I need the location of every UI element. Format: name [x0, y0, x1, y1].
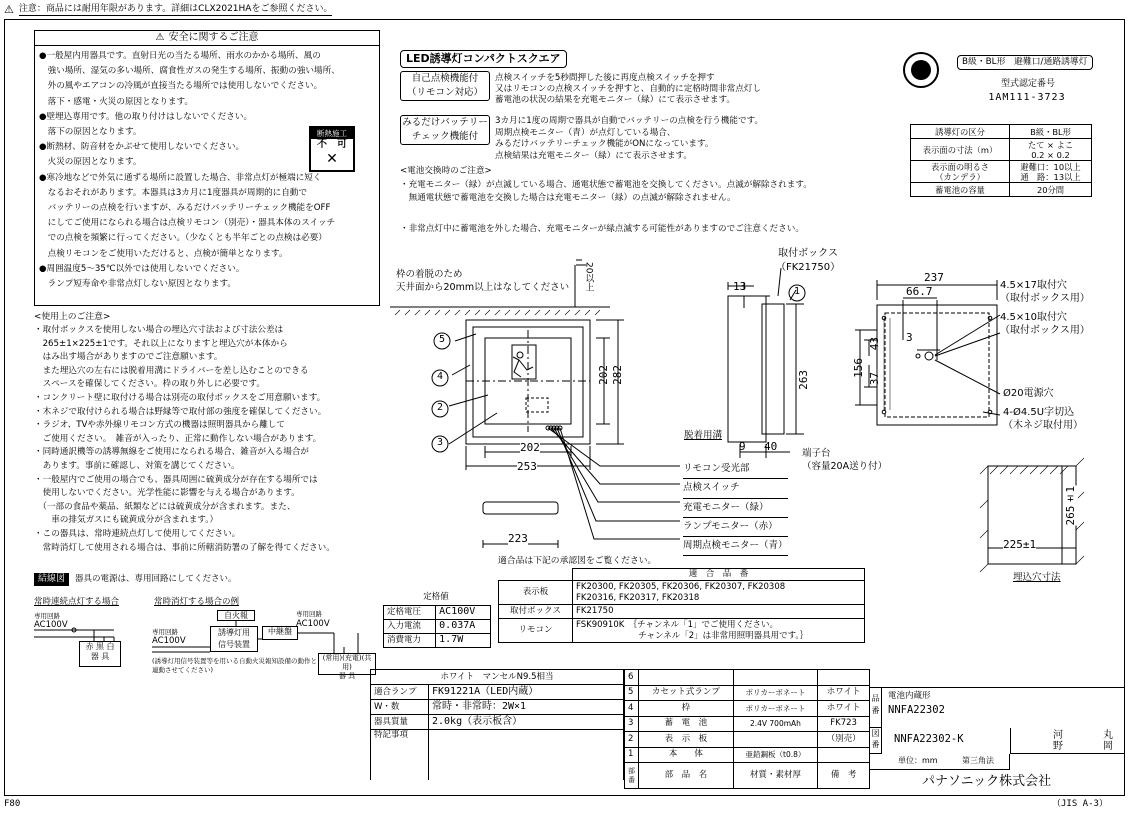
mounting-box-label: 取付ボックス （FK21750） — [776, 248, 841, 273]
table-row — [625, 716, 870, 732]
callout-2: 2 — [437, 402, 444, 413]
table-row — [384, 606, 491, 620]
table-row — [499, 581, 865, 605]
fixture-box: 赤 黒 白 器 具 — [79, 641, 121, 667]
dim-h263: 263 — [797, 370, 810, 390]
list-item: ・コンクリート壁に取付ける場合は別売の取付ボックスをご用意願います。 — [34, 392, 326, 403]
table-cell: （別売） — [818, 732, 870, 748]
table-cell: たて × よこ 0.2 × 0.2 — [1010, 139, 1092, 161]
table-cell: 特記事項 — [371, 730, 429, 780]
battery-change-text: ・充電モニター（緑）が点滅している場合、通電状態で蓄電池を交換してください。点滅が解除されます。 無通電状態で蓄電池を交換した場合は充電モニター（緑）の点滅が解除されません。 — [400, 180, 812, 203]
table-cell — [733, 670, 818, 686]
list-item: ●周囲温度5～35℃以外では使用しないでください。 — [39, 263, 245, 274]
table-cell: ホワイト — [818, 685, 870, 701]
table-header-cell: 部番 — [625, 763, 639, 789]
table-row — [625, 685, 870, 701]
list-item: 265±1×225±1です。それ以上になりますと埋込穴が本体から — [34, 338, 288, 349]
table-cell: 消費電力 — [384, 634, 436, 648]
list-item: ●壁埋込専用です。他の取り付けはしないでください。 — [39, 111, 253, 122]
list-item: また埋込穴の左右には脱着用溝にドライバーを差し込むことのできる — [34, 365, 309, 376]
table-cell: 3 — [625, 716, 639, 732]
emergency-note: ・非常点灯中に蓄電池を外した場合、充電モニターが緑点滅する可能性がありますのでご注意ください。 — [400, 224, 804, 234]
table-cell: 2.0kg（表示板含） — [429, 715, 624, 730]
table-header — [499, 569, 865, 581]
table-cell: 蓄電池の容量 — [911, 183, 1010, 197]
list-item: 強い場所、湿気の多い場所、腐食性ガスの発生する場所、振動の強い場所、 — [39, 66, 340, 77]
table-header-cell: 適 合 品 番 — [573, 569, 865, 581]
dim-d9: 9 — [739, 440, 746, 453]
table-cell: 1.7W — [436, 634, 491, 648]
spec-table — [370, 669, 624, 780]
callout-list: リモコン受光部 点検スイッチ 充電モニター（緑） ランプモニター（赤） 周期点検モニター（青） — [683, 460, 788, 556]
fire-alarm-box: 自火報 — [217, 610, 255, 621]
table-cell: 2.4V 700mAh — [733, 716, 818, 732]
table-header — [625, 763, 870, 789]
table-cell: FK21750 — [573, 605, 865, 619]
approval-number: 1AM111-3723 — [988, 92, 1066, 103]
table-row — [499, 619, 865, 643]
table-row — [371, 685, 624, 700]
table-cell: ポリカーボネート — [733, 701, 818, 717]
relay-panel-box: 中継盤 — [262, 626, 298, 640]
table-cell: 1 — [625, 747, 639, 763]
table-cell: B級・BL形 — [1010, 125, 1092, 139]
list-item: 外の風やエアコンの冷風が直接当たる場所では使用しないでください。 — [39, 81, 323, 92]
table-cell: ホワイト — [818, 701, 870, 717]
fixture-box-2: (常用)(充電)(共用) 器 具 — [318, 653, 376, 675]
dim-w202: 202 — [520, 441, 540, 454]
list-item: ・同時通訳機等の誘導無線をご使用になられる場合、雑音が入る場合が — [34, 447, 310, 458]
dim-w253: 253 — [517, 460, 537, 473]
list-item: 使用しないでください。光学性能に影響を与える場合があります。 — [34, 488, 300, 499]
drawing-number: NNFA22302-K — [894, 733, 964, 745]
usage-title: <使用上のご注意> — [34, 312, 111, 322]
dim-w225: 225±1 — [1003, 538, 1037, 551]
list-item: あります。事前に確認し、対策を講じてください。 — [34, 460, 240, 471]
dim-h202: 202 — [597, 365, 610, 385]
dim-h37: 37 — [868, 372, 881, 386]
cross-icon: ✕ — [326, 151, 338, 167]
list-item: ●寒冷地などで外気に通ずる場所に設置した場合、非常点灯が極端に短く — [39, 172, 322, 183]
table-cell: FK91221A（LED内蔵） — [429, 685, 624, 700]
table-cell: 表示面の明るさ （カンデラ） — [911, 161, 1010, 183]
list-item: 落下・感電・火災の原因となります。 — [39, 96, 194, 107]
dim-w237: 237 — [924, 271, 944, 284]
table-header-cell: 材質・素材厚 — [733, 763, 818, 789]
list-item: ・木ネジで取付けられる場合は野縁等で取付部の強度を確保してください。 — [34, 406, 327, 417]
callout-4: 4 — [437, 371, 444, 382]
table-cell: 枠 — [639, 701, 734, 717]
table-row — [371, 700, 624, 715]
frame-note: 枠の着脱のため 天井面から20mm以上はなしてください — [396, 269, 570, 293]
callout-1: 1 — [794, 286, 801, 297]
embed-hole-label: 埋込穴寸法 — [1013, 572, 1061, 583]
table-cell: W・数 — [371, 700, 429, 715]
table-cell: FK20300, FK20305, FK20306, FK20307, FK20308 FK20316, FK20317, FK20318 — [573, 581, 865, 605]
list-item: ●一般屋内用器具です。直射日光の当たる場所、雨水のかかる場所、風の — [39, 51, 321, 61]
warning-icon: ⚠ — [4, 3, 14, 16]
table-cell: 適合ランプ — [371, 685, 429, 700]
approval-label: 型式認定番号 — [1000, 79, 1055, 89]
unit-label: 単位：mm — [898, 756, 938, 765]
dim-h43: 43 — [868, 337, 881, 351]
list-item: ・この器具は、常時連続点灯して使用してください。 — [34, 528, 241, 539]
signal-device-box: 誘導灯用 信号装置 — [210, 626, 258, 652]
table-row — [371, 715, 624, 730]
dim-w667: 66.7 — [906, 285, 933, 298]
table-cell: 2 — [625, 732, 639, 748]
dim-h282: 282 — [611, 365, 624, 385]
list-item: ●断熱材、防音材をかぶせて使用しないでください。 — [39, 142, 245, 153]
table-row — [625, 701, 870, 717]
list-item: はみ出す場合がありますのでご注意願います。 — [34, 352, 223, 363]
compat-table — [498, 568, 865, 643]
title-block: 品番 電池内蔵形 NNFA22302 図番 NNFA22302-K 河 丸 野 岡 単位：mm 第三角法 パナソニック株式会社 — [870, 687, 1125, 796]
list-item: バッテリーの点検を行いますが、みるだけバッテリーチェック機能をOFF — [39, 203, 331, 214]
dim-d3: 3 — [906, 331, 913, 344]
signature-box: 河 丸 野 岡 — [1010, 728, 1125, 754]
list-item: 落下の原因となります。 — [39, 127, 142, 138]
dim-w223: 223 — [508, 532, 528, 545]
footer-left: F80 — [4, 799, 21, 809]
table-row — [499, 605, 865, 619]
table-row — [625, 670, 870, 686]
self-test-tag: 自己点検機能付 （リモコン対応） — [400, 71, 490, 101]
table-row — [384, 620, 491, 634]
list-item: ランプ短寿命や非常点灯しない原因となります。 — [39, 279, 236, 290]
safety-title: 安全に関するご注意 — [168, 31, 259, 43]
table-header-cell: 部 品 名 — [639, 763, 734, 789]
table-cell: 0.037A — [436, 620, 491, 634]
table-cell: FK723 — [818, 716, 870, 732]
table-row — [384, 634, 491, 648]
table-cell: 入力電流 — [384, 620, 436, 634]
callout-5: 5 — [439, 334, 446, 345]
table-cell: 器具質量 — [371, 715, 429, 730]
list-item: ・ラジオ、TVや赤外線リモコン方式の機器は照明器具から離して — [34, 420, 285, 431]
list-item: ・取付ボックスを使用しない場合の埋込穴寸法および寸法公差は — [34, 325, 284, 335]
terminal-label: 端子台 （容量20A送り付） — [802, 448, 888, 472]
table-cell: 6 — [625, 670, 639, 686]
table-cell: 本 体 — [639, 747, 734, 763]
dim-20: 20以上 — [583, 262, 594, 292]
table-cell: 表示面の寸法（m） — [911, 139, 1010, 161]
table-cell: 亜鉛鋼板（t0.8） — [733, 747, 818, 763]
table-cell: 定格電圧 — [384, 606, 436, 620]
callout-3: 3 — [437, 437, 444, 448]
list-item: なるおそれがあります。本器具は3カ月に1度器具が周期的に自動で — [39, 187, 308, 198]
dim-d40: 40 — [764, 440, 778, 453]
table-cell: 避難口：10以上 通 路：13以上 — [1010, 161, 1092, 183]
parts-table — [624, 669, 870, 789]
table-cell — [639, 670, 734, 686]
table-cell: 常時・非常時：2W×1 — [429, 700, 624, 715]
table-cell: 4 — [625, 701, 639, 717]
table-row — [625, 747, 870, 763]
table-row — [371, 730, 624, 780]
table-cell: 表示板 — [499, 581, 573, 605]
table-cell — [733, 732, 818, 748]
product-name: LED誘導灯コンパクトスクエア — [400, 50, 567, 68]
top-notice: ⚠ 注意：商品には耐用年限があります。詳細はCLX2021HAをご参照ください。 — [4, 3, 333, 16]
table-row — [371, 670, 624, 685]
table-cell — [429, 730, 624, 780]
dim-h156: 156 — [852, 358, 865, 378]
dim-h265: 265±1 — [1064, 486, 1077, 526]
hole-label-4: 4-Ø4.5U字切込 （木ネジ取付用） — [1003, 407, 1083, 431]
table-row — [625, 732, 870, 748]
table-cell — [818, 670, 870, 686]
table-cell: カセット式ランプ — [639, 685, 734, 701]
list-item: 常時消灯して使用される場合は、事前に所轄消防署の了解を得てください。 — [34, 542, 335, 553]
list-item: 点検リモコンをご使用いただけると、点検が簡単となります。 — [39, 248, 288, 259]
hole-label-1: 4.5×17取付穴 （取付ボックス用） — [1000, 280, 1090, 304]
table-cell: 5 — [625, 685, 639, 701]
company-name: パナソニック株式会社 — [922, 774, 1052, 789]
table-cell: FSK90910K ｛チャンネル「1」でご使用ください。 チャンネル「2」は非常用照明器具用です。｝ — [573, 619, 865, 643]
dedicated-circuit-note: 結線図 器具の電源は、専用回路にしてください。 — [34, 573, 237, 586]
battery-check-text: 3カ月に1度の周期で器具が自動でバッテリーの点検を行う機能です。 周期点検モニター（青）が点灯している場合、 みるだけバッテリーチェック機能がONになっています。 点検結果は充電モニター（緑）にて表示させます。 — [495, 116, 764, 161]
hole-label-3: Ø20電源穴 — [1003, 388, 1054, 399]
model-name: 電池内蔵形 — [888, 691, 931, 701]
table-header-cell: 備 考 — [818, 763, 870, 789]
model-number: NNFA22302 — [888, 704, 945, 716]
no-insulation-badge: 断熱施工 不 可 ✕ — [309, 126, 355, 172]
list-item: にしてご使用になられる場合は点検リモコン（別売）・器具本体のスイッチ — [39, 218, 336, 229]
list-item: ・一般屋内でご使用の場合でも、器具周囲に硫黄成分が存在する場所では — [34, 474, 318, 485]
list-item: 火災の原因となります。 — [39, 157, 142, 168]
dim-d13: 13 — [733, 280, 747, 293]
cert-type: B級・BL形 避難口/通路誘導灯 — [957, 55, 1093, 70]
footer-right: （JIS A-3） — [1052, 799, 1108, 809]
table-cell: 取付ボックス — [499, 605, 573, 619]
rating-title: 定格値 — [423, 592, 449, 602]
list-item: での点検を頻繁に行ってください。（少なくとも半年ごとの点検は必要） — [39, 233, 327, 244]
table-cell: 20分間 — [1010, 183, 1092, 197]
battery-check-tag: みるだけバッテリー チェック機能付 — [400, 115, 490, 145]
color-title: ホワイト マンセルN9.5相当 — [371, 670, 624, 685]
table-cell: リモコン — [499, 619, 573, 643]
table-cell: 誘導灯の区分 — [911, 125, 1010, 139]
table-cell: ポリカーボネート — [733, 685, 818, 701]
table-cell: AC100V — [436, 606, 491, 620]
wiring-lines — [34, 597, 414, 677]
slot-label: 脱着用溝 — [684, 430, 723, 441]
table-cell: 表 示 板 — [639, 732, 734, 748]
list-item: 車の排気ガスにも硫黄成分が含まれます。） — [34, 515, 219, 526]
wiring-diagrams: 常時連続点灯する場合 常時消灯する場合の例 専用回路 AC100V 赤 黒 白 器 具 専用回路 AC100V 自火報 誘導灯用 信号装置 中継盤 専用回路 AC100V (常用)(充電)(共用) 器 具 (誘導灯用信号装置等を用いる自動火災報知設備の動作と連動させてください) — [34, 597, 414, 677]
list-item: スペースを確保してください。枠の取り外しに必要です。 — [34, 379, 265, 390]
rating-table — [383, 605, 491, 648]
hole-label-2: 4.5×10取付穴 （取付ボックス用） — [1000, 312, 1090, 336]
warning-icon: ⚠ — [155, 31, 165, 43]
projection-label: 第三角法 — [962, 756, 994, 765]
list-item: （一部の食品や薬品、紙類などには硫黄成分が含まれます。また、 — [34, 501, 296, 512]
table-cell: 蓄 電 池 — [639, 716, 734, 732]
list-item: ご使用ください。 雑音が入ったり、正常に動作しない場合があります。 — [34, 433, 322, 444]
table-cell — [818, 747, 870, 763]
self-test-text: 点検スイッチを5秒間押した後に再度点検スイッチを押す 又はリモコンの点検スイッチを押すと、自動的に定格時間非常点灯し 蓄電池の状況の結果を充電モニター（緑）にて表示させます。 — [495, 73, 762, 105]
compat-title: 適合品は下記の承認図をご覧ください。 — [498, 556, 657, 566]
battery-change-title: <電池交換時のご注意> — [400, 166, 492, 176]
